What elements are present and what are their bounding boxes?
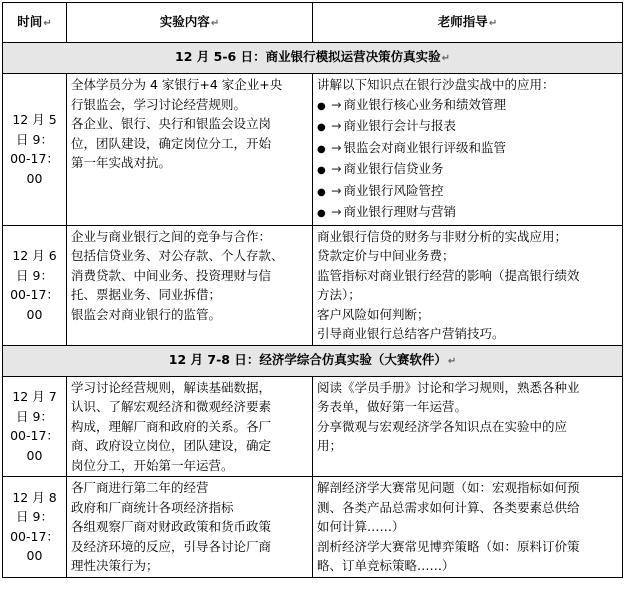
- time-line: 00-17：: [10, 151, 59, 167]
- time-line: 日 9：: [16, 408, 53, 424]
- content-line: 包括信贷业务、对公存款、个人存款、: [71, 248, 284, 263]
- content-line: 企业与商业银行之间的竞争与合作：: [71, 228, 272, 244]
- table-row: [3, 376, 623, 477]
- header-guide: 老师指导↵: [313, 3, 623, 43]
- guide-bullet-text: 商业银行理财与营销: [343, 204, 456, 219]
- time-cell: [3, 225, 67, 345]
- time-line: 日 9：: [16, 267, 53, 283]
- table-row: [3, 74, 623, 226]
- content-line: 各企业、银行、央行和银监会设立岗: [71, 116, 272, 131]
- bullet-icon: ●: [317, 186, 326, 198]
- guide-bullet-item: [317, 95, 618, 117]
- arrow-icon: →: [331, 118, 342, 133]
- table-row: [3, 477, 623, 578]
- content-line: 岗位分工，开始第一年运营。: [71, 457, 234, 473]
- header-time: 时间↵: [3, 3, 67, 43]
- bullet-icon: ●: [317, 165, 326, 176]
- content-cell: [67, 477, 313, 578]
- guide-line: 解剖经济学大赛常见问题（如：宏观指标如何预: [317, 480, 580, 495]
- schedule-table: [2, 2, 623, 578]
- guide-cell: [313, 225, 623, 345]
- time-line: 00-17：: [10, 528, 59, 544]
- guide-line: 贷款定价与中间业务费；: [317, 248, 455, 263]
- content-line: 消费贷款、中间业务、投资理财与信: [71, 267, 272, 283]
- guide-bullet-item: [317, 181, 618, 203]
- content-line: 构成，理解厂商和政府的关系。各厂: [71, 418, 272, 434]
- guide-line: 用；: [317, 438, 343, 453]
- arrow-icon: →: [331, 182, 342, 198]
- table-row: [3, 225, 623, 345]
- bullet-icon: ●: [317, 122, 326, 133]
- guide-bullet-item: [317, 202, 618, 224]
- section-row: [3, 345, 623, 376]
- section-title: 12 月 7-8 日：经济学综合仿真实验（大赛软件）↵: [3, 345, 623, 376]
- guide-line: 监管指标对商业银行经营的影响（提高银行绩效: [317, 267, 580, 283]
- content-cell: [67, 225, 313, 345]
- content-line: 第一年实战对抗。: [71, 155, 172, 170]
- bullet-icon: ●: [317, 100, 326, 112]
- arrow-icon: →: [331, 96, 342, 112]
- content-line: 政府和厂商统计各项经济指标: [71, 499, 234, 515]
- content-line: 行银监会，学习讨论经营规则。: [71, 96, 247, 112]
- time-line: 12 月 5: [12, 112, 57, 128]
- guide-line: 务表单，做好第一年运营。: [317, 399, 468, 414]
- bullet-icon: ●: [317, 208, 326, 219]
- guide-line: 剖析经济学大赛常见博弈策略（如：原料订价策: [317, 538, 580, 554]
- content-line: 学习讨论经营规则，解读基础数据，: [71, 379, 272, 395]
- guide-cell: [313, 477, 623, 578]
- guide-line: 方法）；: [317, 287, 361, 302]
- section-row: [3, 43, 623, 74]
- time-cell: [3, 477, 67, 578]
- content-line: 各厂商进行第二年的经营: [71, 480, 209, 495]
- content-cell: [67, 74, 313, 226]
- header-content: 实验内容↵: [67, 3, 313, 43]
- content-line: 及经济环境的反应，引导各讨论厂商: [71, 538, 272, 554]
- guide-cell: [313, 376, 623, 477]
- guide-bullet-text: 商业银行风险管控: [343, 182, 444, 198]
- time-line: 00: [26, 447, 43, 463]
- time-line: 00: [26, 548, 43, 564]
- guide-intro: 讲解以下知识点在银行沙盘实战中的应用：: [317, 77, 555, 92]
- time-line: 日 9：: [16, 509, 53, 525]
- guide-line: 如何计算……）: [317, 519, 405, 534]
- time-line: 日 9：: [16, 131, 53, 147]
- content-line: 商、政府设立岗位，团队建设，确定: [71, 438, 272, 453]
- time-line: 00-17：: [10, 428, 59, 444]
- guide-bullet-text: 商业银行核心业务和绩效管理: [343, 96, 506, 112]
- section-title: 12 月 5-6 日：商业银行模拟运营决策仿真实验↵: [3, 43, 623, 74]
- guide-line: 分享微观与宏观经济学各知识点在实验中的应: [317, 418, 568, 434]
- content-line: 银监会对商业银行的监管。: [71, 306, 222, 322]
- time-line: 12 月 6: [12, 248, 57, 263]
- bullet-icon: ●: [317, 143, 326, 155]
- time-line: 12 月 8: [12, 489, 57, 505]
- time-cell: [3, 74, 67, 226]
- time-line: 12 月 7: [12, 389, 57, 405]
- guide-line: 测、各类产品总需求如何计算、各类要素总供给: [317, 499, 580, 515]
- guide-bullet-text: 商业银行信贷业务: [343, 161, 444, 176]
- guide-line: 商业银行信贷的财务与非财分析的实战应用；: [317, 228, 568, 244]
- time-line: 00: [26, 170, 43, 186]
- content-line: 各组观察厂商对财政政策和货币政策: [71, 519, 272, 534]
- content-line: 理性决策行为；: [71, 558, 159, 573]
- arrow-icon: →: [331, 161, 342, 176]
- arrow-icon: →: [331, 139, 342, 155]
- guide-cell: [313, 74, 623, 226]
- content-line: 全体学员分为 4 家银行+4 家企业+央: [71, 77, 283, 92]
- guide-line: 客户风险如何判断；: [317, 306, 430, 322]
- content-cell: [67, 376, 313, 477]
- guide-bullet-text: 银监会对商业银行评级和监管: [343, 139, 506, 155]
- time-line: 00: [26, 306, 43, 322]
- time-line: 00-17：: [10, 287, 59, 302]
- guide-line: 略、订单竞标策略……）: [317, 558, 455, 573]
- guide-bullet-text: 商业银行会计与报表: [343, 118, 456, 133]
- header-row: [3, 3, 623, 43]
- guide-line: 引导商业银行总结客户营销技巧。: [317, 326, 505, 341]
- content-line: 托、票据业务、同业拆借；: [71, 287, 222, 302]
- arrow-icon: →: [331, 204, 342, 219]
- guide-line: 阅读《学员手册》讨论和学习规则，熟悉各种业: [317, 379, 580, 395]
- guide-bullet-item: [317, 159, 618, 181]
- guide-bullet-item: [317, 116, 618, 138]
- guide-bullet-item: [317, 138, 618, 160]
- content-line: 认识、了解宏观经济和微观经济要素: [71, 399, 272, 414]
- content-line: 位，团队建设，确定岗位分工，开始: [71, 135, 272, 151]
- time-cell: [3, 376, 67, 477]
